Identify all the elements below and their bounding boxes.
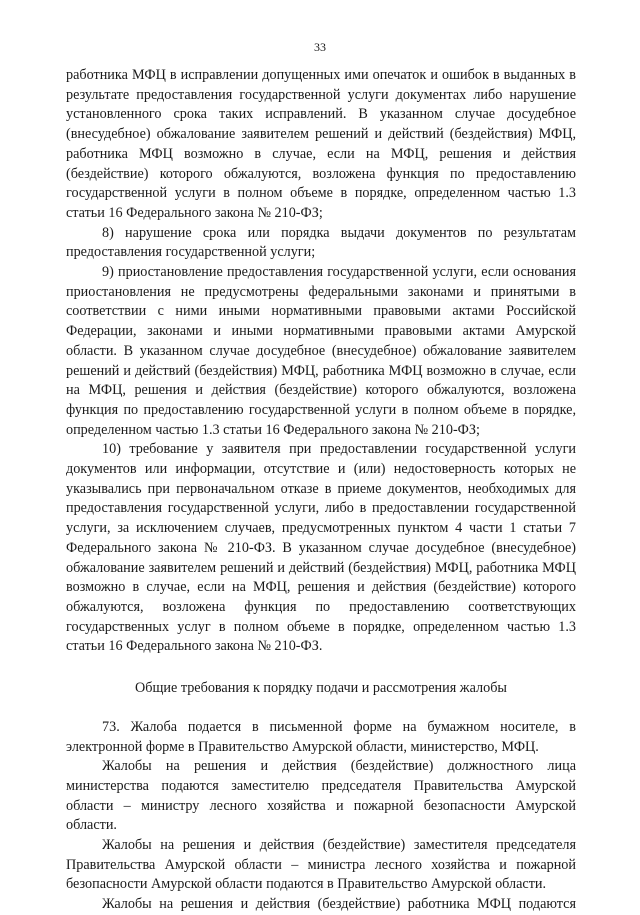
paragraph-item-9: 9) приостановление предоставления государственной услуги, если основания приостановления не предусмотрены федеральными законами и принятыми в соответствии с ними иными нормативными правовыми актами Российской Федерации, законами и иными нормативными правовыми актами Амурской области. В указанном случае досудебное (внесудебное) обжалование заявителем решений и действий (бездействия) МФЦ, работника МФЦ возможно в случае, если на МФЦ, решения и действия (бездействие) которого обжалуются, возложена функция по предоставлению государственной услуги в полном объеме в порядке, определенном частью 1.3 статьи 16 Федерального закона № 210-ФЗ;: [66, 264, 576, 438]
paragraph-complaints-mfc-worker: Жалобы на решения и действия (бездействие) работника МФЦ подаются: [102, 896, 576, 913]
paragraph-item-8: 8) нарушение срока или порядка выдачи документов по результатам предоставления государственной услуги;: [66, 224, 576, 261]
paragraph-complaints-ministry-official: Жалобы на решения и действия (бездействие) должностного лица министерства подаются заместителю председателя Правительства Амурской области – министру лесного хозяйства и пожарной безопасности Амурской области.: [66, 758, 576, 834]
section-heading: Общие требования к порядку подачи и рассмотрения жалобы: [135, 680, 507, 697]
page-number: 33: [314, 40, 326, 54]
paragraph-item-10: 10) требование у заявителя при предоставлении государственной услуги документов или информации, отсутствие и (или) недостоверность которых не указывались при первоначальном отказе в приеме документов, необходимых для предоставления государственной услуги, либо в предоставлении государственной услуги, за исключением случаев, предусмотренных пунктом 4 части 1 статьи 7 Федерального закона № 210-ФЗ. В указанном случае досудебное (внесудебное) обжалование заявителем решений и действий (бездействия) МФЦ, работника МФЦ возможно в случае, если на МФЦ, решения и действия (бездействие) которого обжалуются, возложена функция по предоставлению соответствующих государственных услуг в полном объеме в порядке, определенном частью 1.3 статьи 16 Федерального закона № 210-ФЗ.: [66, 441, 576, 655]
paragraph-complaints-deputy-chairman: Жалобы на решения и действия (бездействие) заместителя председателя Правительства Амурской области – министра лесного хозяйства и пожарной безопасности Амурской области подаются в Правительство Амурской области.: [66, 837, 576, 893]
paragraph-clause-73: 73. Жалоба подается в письменной форме на бумажном носителе, в электронной форме в Правительство Амурской области, министерство, МФЦ.: [66, 718, 576, 755]
paragraph-continuation: работника МФЦ в исправлении допущенных ими опечаток и ошибок в выданных в результате предоставления государственной услуги документах либо нарушение установленного срока таких исправлений. В указанном случае досудебное (внесудебное) обжалование заявителем решений и действий (бездействия) МФЦ, работника МФЦ возможно в случае, если на МФЦ, решения и действия (бездействие) которого обжалуются, возложена функция по предоставлению государственной услуги в полном объеме в порядке, определенном частью 1.3 статьи 16 Федерального закона № 210-ФЗ;: [66, 67, 576, 221]
document-body: [66, 66, 576, 915]
